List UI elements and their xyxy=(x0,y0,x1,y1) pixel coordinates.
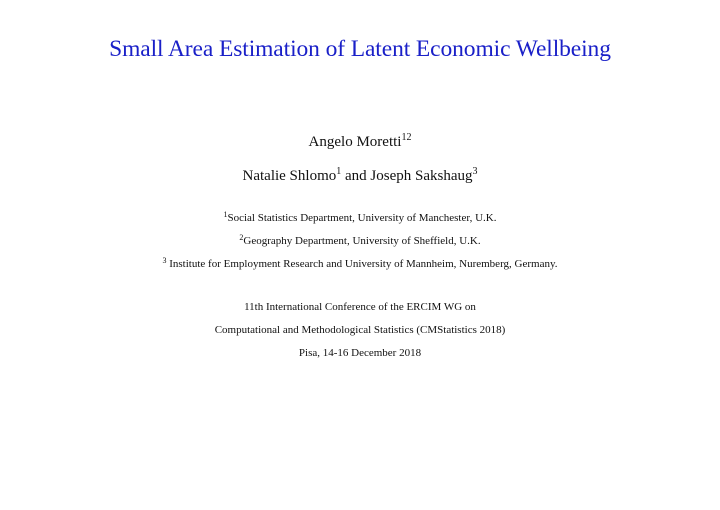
affiliation-text: Institute for Employment Research and University of Mannheim, Nuremberg, Germany. xyxy=(166,258,558,270)
author-line-2 xyxy=(0,159,720,193)
slide-title: Small Area Estimation of Latent Economic Wellbeing xyxy=(109,36,611,62)
affiliation-3 xyxy=(0,253,720,276)
affiliation-text: Geography Department, University of Sheffield, U.K. xyxy=(243,235,481,247)
author-line-1 xyxy=(0,125,720,159)
affiliation-1 xyxy=(0,207,720,230)
author-name-sakshaug: and Joseph Sakshaug xyxy=(341,168,473,184)
affiliation-2 xyxy=(0,230,720,253)
affiliations-block xyxy=(0,207,720,276)
conference-name-line: 11th International Conference of the ERCIM WG on xyxy=(244,301,476,313)
conference-location-date: Pisa, 14-16 December 2018 xyxy=(298,347,422,359)
author-affil-marker: 1 xyxy=(336,166,342,177)
affiliation-marker: 1 xyxy=(223,210,228,219)
affiliation-text: Social Statistics Department, University of Manchester, U.K. xyxy=(227,212,497,224)
conference-subtitle-line: Computational and Methodological Statistics (CMStatistics 2018) xyxy=(214,324,506,336)
conference-block xyxy=(0,296,720,365)
affiliation-marker: 2 xyxy=(239,233,244,242)
authors-block xyxy=(0,125,720,193)
author-name-moretti: Angelo Moretti xyxy=(308,134,402,150)
affiliation-marker: 3 xyxy=(162,256,167,265)
author-affil-marker: 3 xyxy=(472,166,478,177)
author-affil-marker: 12 xyxy=(401,132,412,143)
author-name-shlomo: Natalie Shlomo xyxy=(242,168,337,184)
